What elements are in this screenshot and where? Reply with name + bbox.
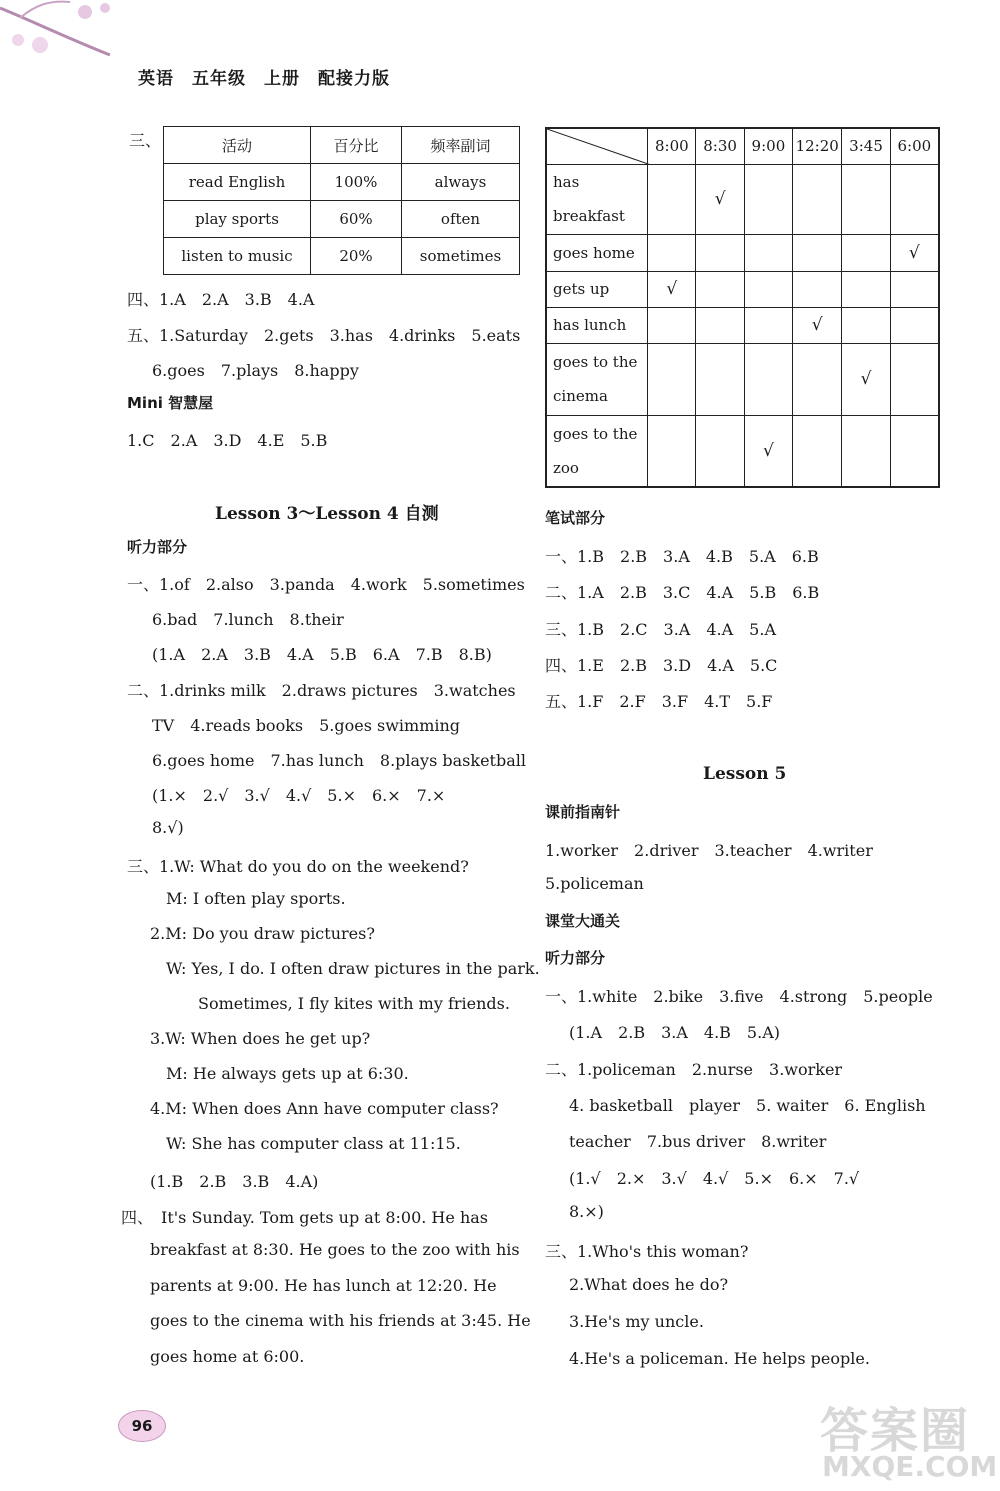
timetable-cell xyxy=(890,343,939,415)
timetable-cell xyxy=(842,307,890,343)
time-header: 12:20 xyxy=(793,128,842,164)
answer-line: 6.goes home 7.has lunch 8.plays basketball xyxy=(152,751,526,770)
answer-line: 4. basketball player 5. waiter 6. English xyxy=(569,1096,926,1115)
answer-line: teacher 7.bus driver 8.writer xyxy=(569,1132,827,1151)
timetable-cell xyxy=(842,234,890,271)
table1-header-activity: 活动 xyxy=(164,127,311,164)
table1-cell: listen to music xyxy=(164,238,311,275)
answer-line: 二、1.policeman 2.nurse 3.worker xyxy=(545,1060,843,1079)
answer-line: 6.goes 7.plays 8.happy xyxy=(152,361,359,380)
answer-line: 6.bad 7.lunch 8.their xyxy=(152,610,344,629)
table1-header-adverb: 频率副词 xyxy=(402,127,520,164)
answer-line: 3.He's my uncle. xyxy=(569,1312,704,1331)
answer-line: 五、1.Saturday 2.gets 3.has 4.drinks 5.eats xyxy=(127,326,521,345)
timetable-cell xyxy=(744,164,792,234)
mini-section-title: Mini 智慧屋 xyxy=(127,394,214,412)
answer-line: 四、1.A 2.A 3.B 4.A xyxy=(127,290,315,309)
answer-line: 4.He's a policeman. He helps people. xyxy=(569,1349,870,1368)
table1-cell: read English xyxy=(164,164,311,201)
page-number-badge xyxy=(118,1410,166,1442)
timetable-cell xyxy=(842,271,890,307)
watermark-logo: 答案圈 xyxy=(820,1403,971,1459)
activity-label-line: cinema xyxy=(553,387,608,405)
activity-label xyxy=(546,307,648,343)
passage-line: 四、 It's Sunday. Tom gets up at 8:00. He has xyxy=(121,1208,488,1227)
check-mark: √ xyxy=(666,279,678,299)
section-3-label: 三、 xyxy=(129,131,162,150)
lesson-3-4-heading: Lesson 3～Lesson 4 自测 xyxy=(215,504,439,524)
timetable-cell xyxy=(648,234,696,271)
table1-cell: play sports xyxy=(164,201,311,238)
answer-line: 二、1.drinks milk 2.draws pictures 3.watches xyxy=(127,681,516,700)
answer-line: 8.√) xyxy=(152,818,184,837)
timetable-cell xyxy=(890,415,939,487)
answer-line: (1.A 2.B 3.A 4.B 5.A) xyxy=(569,1023,780,1042)
timetable-cell xyxy=(890,307,939,343)
timetable-cell xyxy=(744,271,792,307)
timetable-cell xyxy=(696,415,744,487)
timetable-cell xyxy=(842,415,890,487)
answer-line: 三、1.B 2.C 3.A 4.A 5.A xyxy=(545,620,776,639)
check-mark: √ xyxy=(811,315,823,335)
written-heading: 笔试部分 xyxy=(545,509,606,527)
dialogue-line: M: I often play sports. xyxy=(166,889,346,908)
timetable xyxy=(545,127,940,488)
timetable-row xyxy=(546,415,939,487)
timetable-cell xyxy=(842,164,890,234)
timetable-cell xyxy=(744,343,792,415)
watermark-url: MXQE.COM xyxy=(822,1450,998,1483)
timetable-cell xyxy=(744,234,792,271)
pre-class-heading: 课前指南针 xyxy=(545,803,621,821)
time-header: 3:45 xyxy=(842,128,890,164)
timetable-cell xyxy=(696,307,744,343)
header-title: 英语 五年级 上册 配接力版 xyxy=(138,69,390,89)
time-header: 8:00 xyxy=(648,128,696,164)
answer-line: 四、1.E 2.B 3.D 4.A 5.C xyxy=(545,656,778,675)
answer-line: 2.What does he do? xyxy=(569,1275,729,1294)
table1-header-percent: 百分比 xyxy=(311,127,402,164)
check-mark: √ xyxy=(762,440,774,461)
time-header: 9:00 xyxy=(744,128,792,164)
timetable-cell xyxy=(793,415,842,487)
activity-label-line: goes home xyxy=(553,243,635,262)
table1-cell: sometimes xyxy=(402,238,520,275)
time-header: 6:00 xyxy=(890,128,939,164)
timetable-cell xyxy=(744,307,792,343)
answer-line: 三、1.Who's this woman? xyxy=(545,1242,749,1261)
answer-line: 8.×) xyxy=(569,1202,604,1221)
lesson-5-heading: Lesson 5 xyxy=(703,764,787,784)
table1-cell: often xyxy=(402,201,520,238)
page-number: 96 xyxy=(131,1417,153,1435)
answer-line: 5.policeman xyxy=(545,874,644,893)
timetable-row xyxy=(546,343,939,415)
answer-line: (1.√ 2.× 3.√ 4.√ 5.× 6.× 7.√ xyxy=(569,1169,860,1188)
answer-line: 五、1.F 2.F 3.F 4.T 5.F xyxy=(545,692,773,711)
activity-label-line: zoo xyxy=(553,458,579,477)
answer-line: 一、1.white 2.bike 3.five 4.strong 5.people xyxy=(545,987,933,1006)
table1-cell: always xyxy=(402,164,520,201)
dialogue-line: 3.W: When does he get up? xyxy=(150,1029,371,1048)
timetable-cell xyxy=(793,307,842,343)
timetable-cell xyxy=(890,234,939,271)
timetable-cell xyxy=(842,343,890,415)
frequency-table xyxy=(163,126,520,275)
passage-line: parents at 9:00. He has lunch at 12:20. He xyxy=(150,1276,497,1295)
activity-label-line: has lunch xyxy=(553,316,627,334)
answer-line: 1.C 2.A 3.D 4.E 5.B xyxy=(127,431,328,450)
passage-line: goes to the cinema with his friends at 3:45. He xyxy=(150,1311,531,1330)
timetable-cell xyxy=(793,164,842,234)
answer-line: 二、1.A 2.B 3.C 4.A 5.B 6.B xyxy=(545,583,820,602)
timetable-cell xyxy=(696,234,744,271)
timetable-cell xyxy=(648,415,696,487)
answer-line: TV 4.reads books 5.goes swimming xyxy=(152,716,461,735)
in-class-heading: 课堂大通关 xyxy=(545,912,621,930)
timetable-cell xyxy=(744,415,792,487)
timetable-corner xyxy=(546,128,648,164)
dialogue-line: M: He always gets up at 6:30. xyxy=(166,1064,409,1083)
dialogue-line: Sometimes, I fly kites with my friends. xyxy=(198,994,510,1013)
timetable-row xyxy=(546,164,939,234)
activity-label xyxy=(546,343,648,415)
passage-line: goes home at 6:00. xyxy=(150,1347,305,1366)
activity-label xyxy=(546,271,648,307)
timetable-cell xyxy=(696,271,744,307)
timetable-cell xyxy=(890,271,939,307)
timetable-cell xyxy=(648,164,696,234)
answer-line: (1.B 2.B 3.B 4.A) xyxy=(150,1172,319,1191)
answer-line: (1.A 2.A 3.B 4.A 5.B 6.A 7.B 8.B) xyxy=(152,645,492,664)
activity-label-line: goes to the xyxy=(553,353,638,371)
dialogue-line: W: Yes, I do. I often draw pictures in the park. xyxy=(166,959,540,978)
check-mark: √ xyxy=(908,242,920,263)
timetable-cell xyxy=(696,343,744,415)
answer-line: (1.× 2.√ 3.√ 4.√ 5.× 6.× 7.× xyxy=(152,786,446,805)
check-mark: √ xyxy=(860,369,872,389)
check-mark: √ xyxy=(714,189,726,209)
timetable-cell xyxy=(696,164,744,234)
passage-line: breakfast at 8:30. He goes to the zoo with his xyxy=(150,1240,520,1259)
answer-line: 1.worker 2.driver 3.teacher 4.writer xyxy=(545,841,873,860)
activity-label xyxy=(546,234,648,271)
timetable-cell xyxy=(793,343,842,415)
dialogue-line: W: She has computer class at 11:15. xyxy=(166,1134,461,1153)
table1-cell: 20% xyxy=(311,238,402,275)
activity-label xyxy=(546,164,648,234)
timetable-row xyxy=(546,307,939,343)
listening-heading: 听力部分 xyxy=(545,949,606,967)
dialogue-line: 4.M: When does Ann have computer class? xyxy=(150,1099,499,1118)
table1-cell: 60% xyxy=(311,201,402,238)
listening-heading: 听力部分 xyxy=(127,538,188,556)
timetable-row xyxy=(546,271,939,307)
dialogue-line: 三、1.W: What do you do on the weekend? xyxy=(127,857,469,876)
timetable-cell xyxy=(890,164,939,234)
activity-label-line: gets up xyxy=(553,280,610,298)
timetable-cell xyxy=(648,271,696,307)
timetable-cell xyxy=(648,343,696,415)
time-header: 8:30 xyxy=(696,128,744,164)
activity-label-line: breakfast xyxy=(553,207,625,225)
timetable-row xyxy=(546,234,939,271)
timetable-cell xyxy=(648,307,696,343)
table1-cell: 100% xyxy=(311,164,402,201)
activity-label-line: has xyxy=(553,173,580,191)
answer-line: 一、1.B 2.B 3.A 4.B 5.A 6.B xyxy=(545,547,819,566)
timetable-cell xyxy=(793,234,842,271)
dialogue-line: 2.M: Do you draw pictures? xyxy=(150,924,375,943)
timetable-cell xyxy=(793,271,842,307)
activity-label xyxy=(546,415,648,487)
answer-line: 一、1.of 2.also 3.panda 4.work 5.sometimes xyxy=(127,575,525,594)
corner-branch-decoration xyxy=(0,0,130,70)
activity-label-line: goes to the xyxy=(553,424,638,443)
